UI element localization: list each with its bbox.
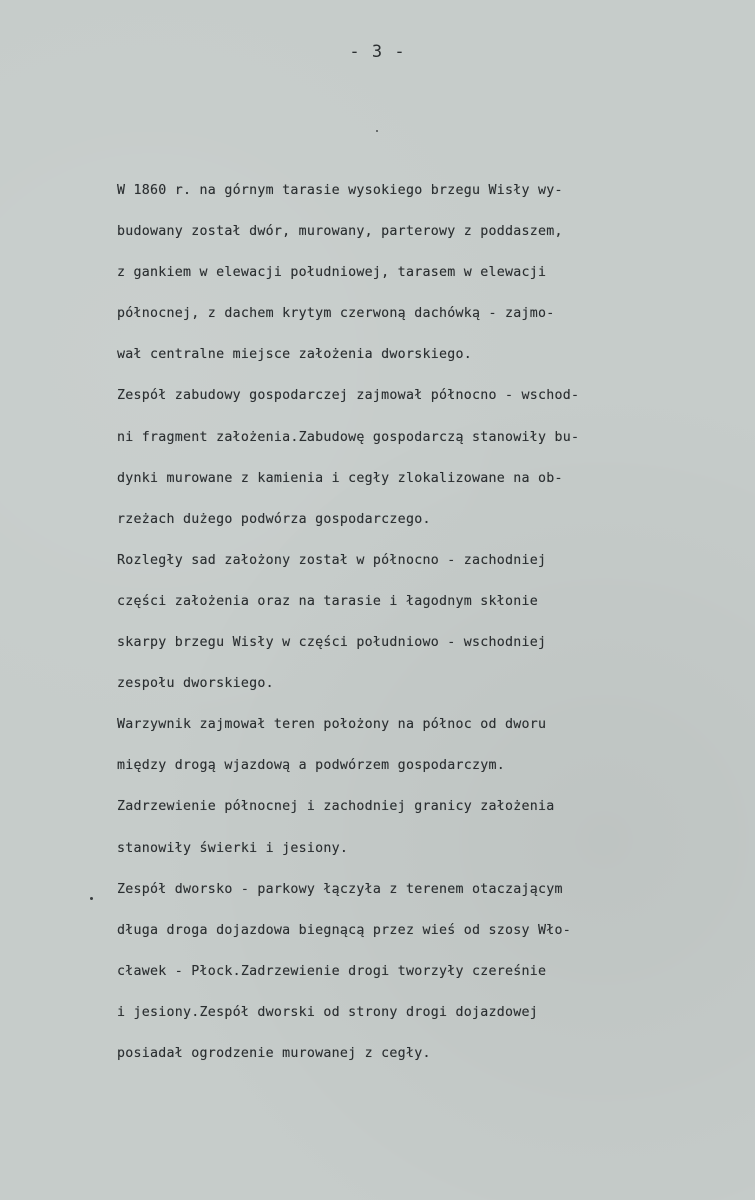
text-line: części założenia oraz na tarasie i łagodnym skłonie: [117, 593, 539, 609]
text-line: z gankiem w elewacji południowej, tarasem w elewacji: [117, 265, 547, 281]
text-line: między drogą wjazdową a podwórzem gospodarczym.: [117, 758, 506, 774]
text-line: dynki murowane z kamienia i cegły zlokalizowane na ob-: [117, 470, 563, 486]
text-line: Rozległy sad założony został w północno - zachodniej: [117, 552, 547, 568]
text-line: Zespół dworsko - parkowy łączyła z terenem otaczającym: [117, 881, 563, 897]
text-line: zespołu dworskiego.: [117, 676, 274, 692]
text-line: ni fragment założenia.Zabudowę gospodarczą stanowiły bu-: [117, 429, 580, 445]
text-line: Zespół zabudowy gospodarczej zajmował północno - wschod-: [117, 388, 580, 404]
ink-speck: [376, 130, 378, 132]
body-text: [117, 170, 717, 1074]
text-line: W 1860 r. na górnym tarasie wysokiego brzegu Wisły wy-: [117, 183, 563, 198]
text-line: skarpy brzegu Wisły w części południowo - wschodniej: [117, 635, 547, 651]
text-line: budowany został dwór, murowany, parterowy z poddaszem,: [117, 224, 563, 240]
text-line: północnej, z dachem krytym czerwoną dachówką - zajmo-: [117, 306, 555, 322]
text-line: cławek - Płock.Zadrzewienie drogi tworzyły czereśnie: [117, 963, 547, 979]
text-line: posiadał ogrodzenie murowanej z cegły.: [117, 1045, 431, 1061]
text-line: długa droga dojazdowa biegnącą przez wieś od szosy Wło-: [117, 922, 572, 938]
text-line: Zadrzewienie północnej i zachodniej granicy założenia: [117, 799, 555, 815]
text-line: wał centralne miejsce założenia dworskiego.: [117, 347, 472, 363]
text-line: stanowiły świerki i jesiony.: [117, 840, 349, 856]
text-line: rzeżach dużego podwórza gospodarczego.: [117, 511, 431, 527]
margin-bullet-mark: [90, 897, 93, 900]
page-number: - 3 -: [349, 42, 406, 62]
text-line: Warzywnik zajmował teren położony na północ od dworu: [117, 717, 547, 733]
text-line: i jesiony.Zespół dworski od strony drogi dojazdowej: [117, 1004, 539, 1020]
